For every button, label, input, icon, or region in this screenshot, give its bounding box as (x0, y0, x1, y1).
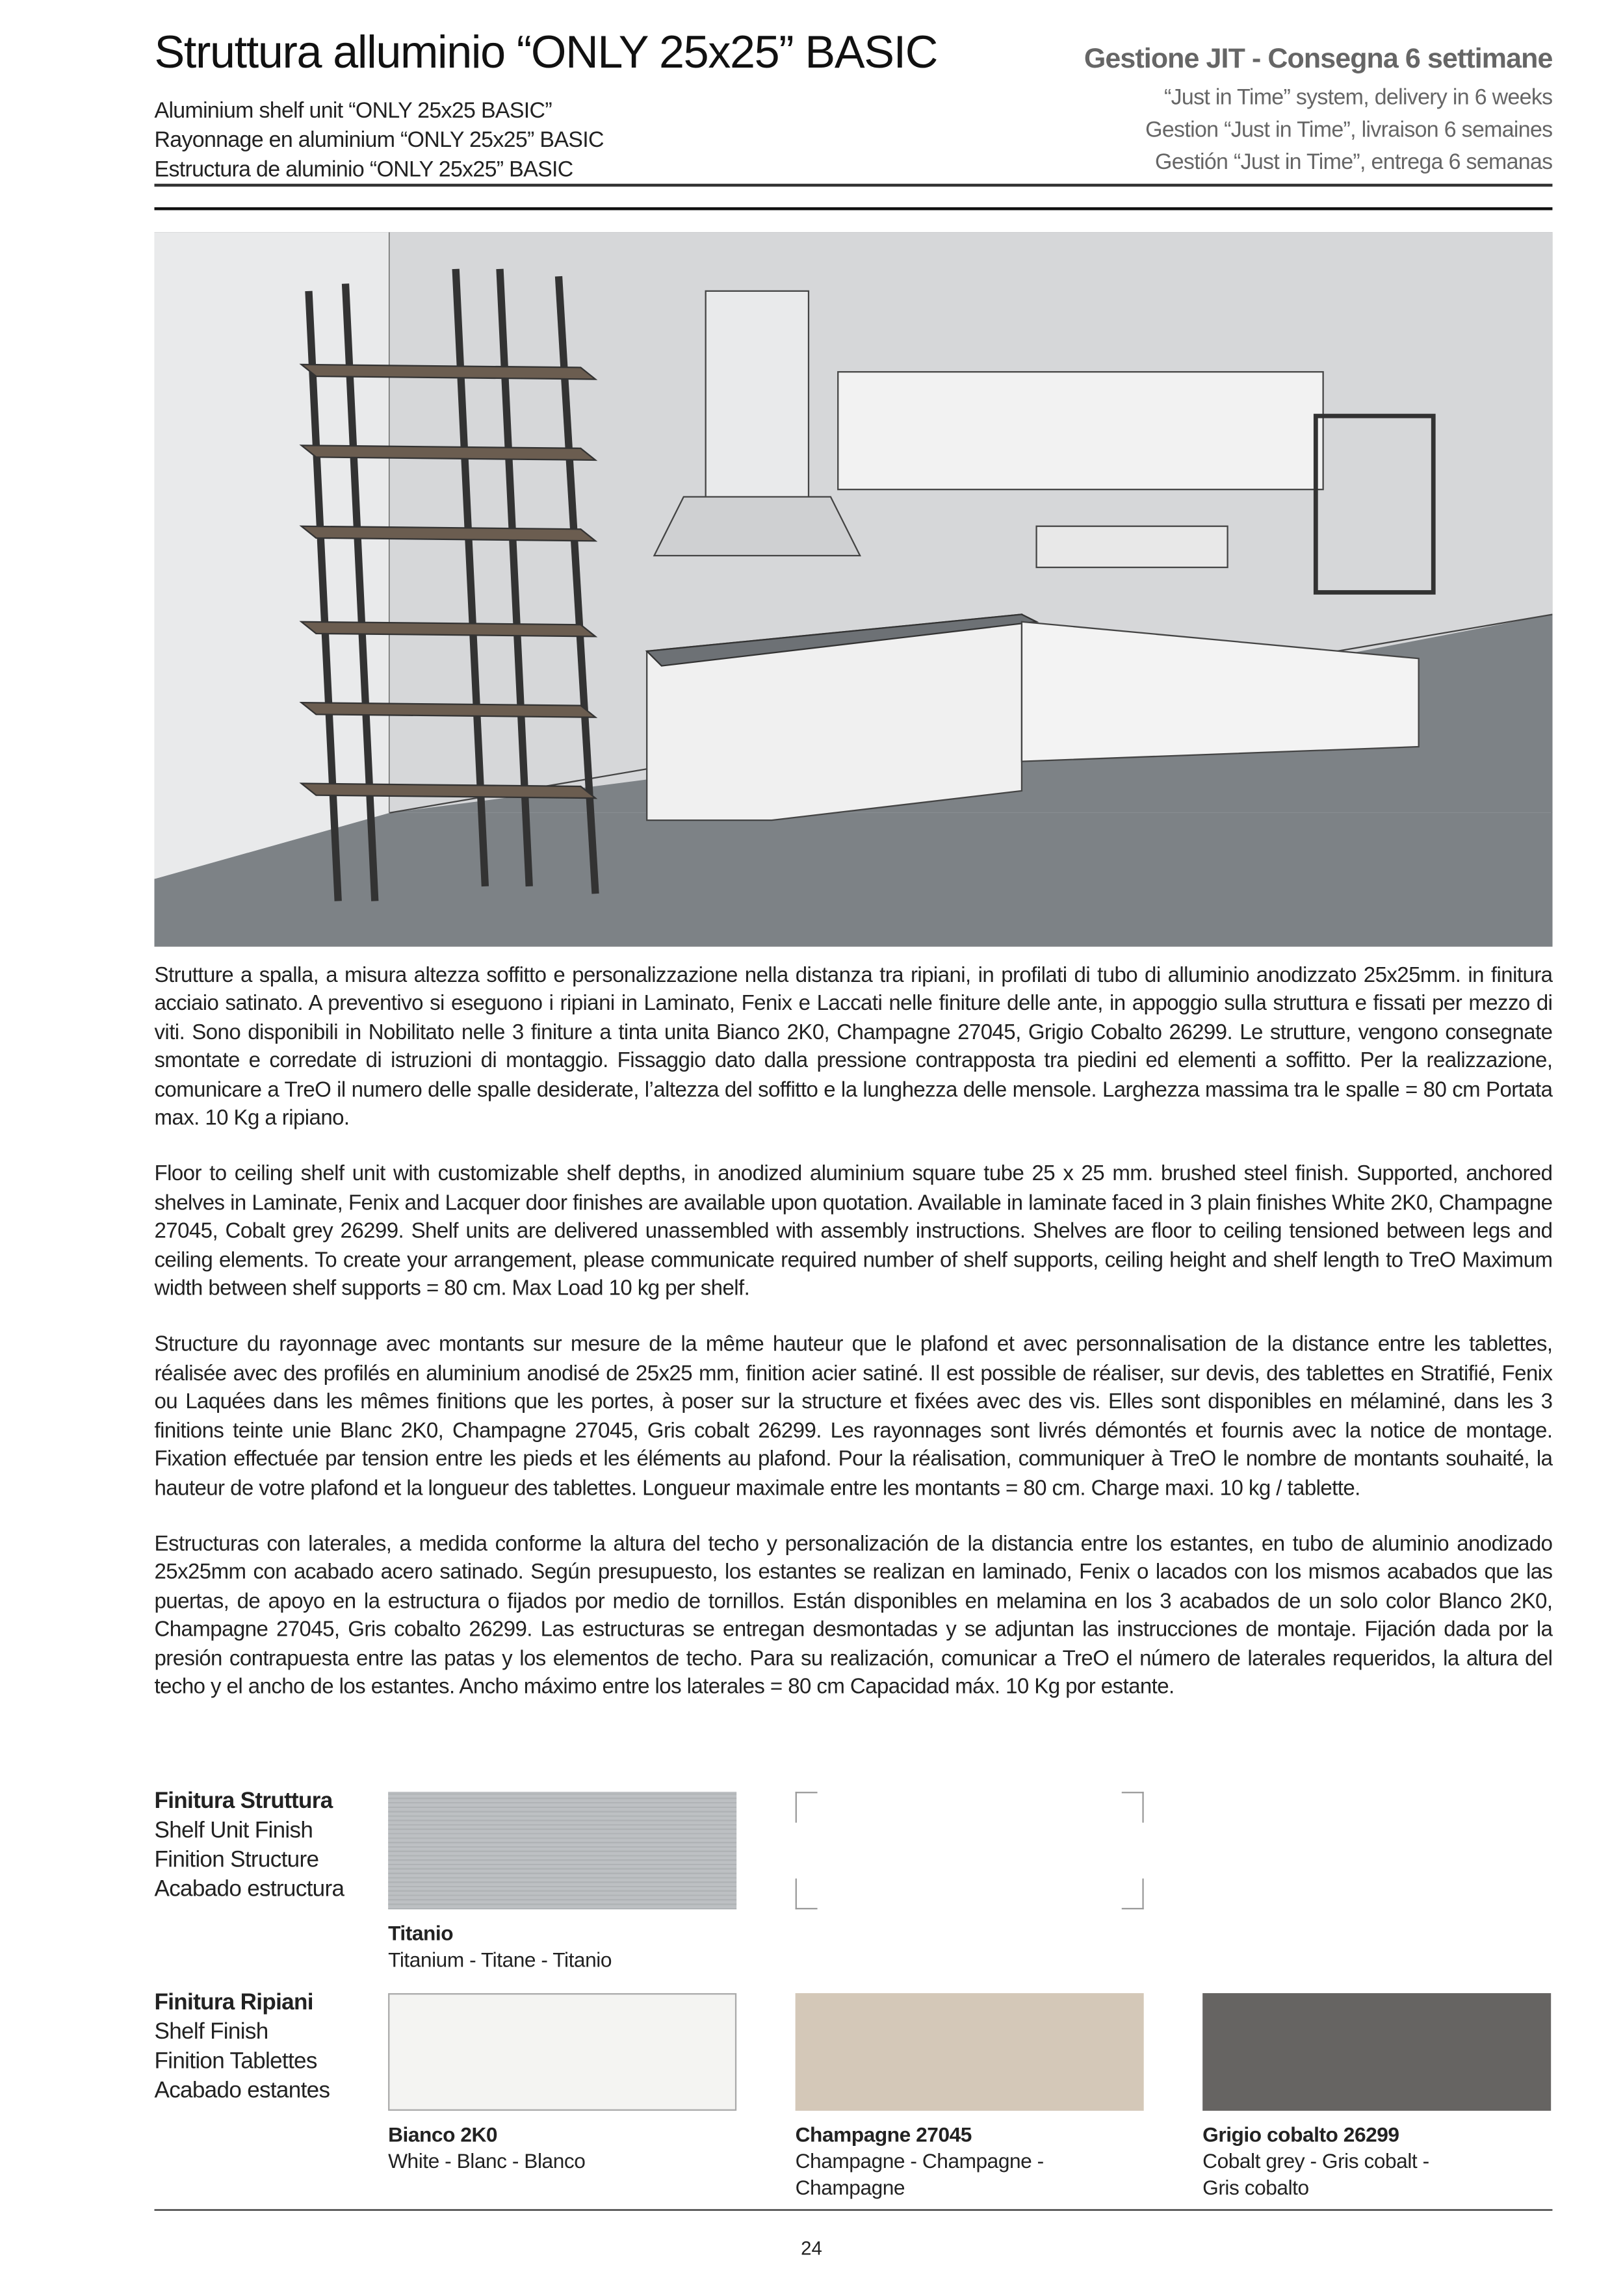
description-it: Strutture a spalla, a misura altezza soffitto e personalizzazione nella distanza tra ripiani, in profilati di tubo di alluminio anodizzato 25x25mm. in finitura acciaio satinato. A preventivo si eseguono i ripiani in Laminato, Fenix e Laccati nelle finiture delle ante, in appoggio sulla struttura e fissati per mezzo di viti. Sono disponibili in Nobilitato nelle 3 finiture a tinta unita Bianco 2K0, Champagne 27045, Grigio Cobalto 26299. Le strutture, vengono consegnate smontate e corredate di istruzioni di montaggio. Fissaggio dato dalla pressione contrapposta tra piedini ed elementi a soffitto. Per la realizzazione, comunicare a TreO il numero delle spalle desiderate, l’altezza del soffitto e la lunghezza delle mensole. Larghezza massima tra le spalle = 80 cm Portata max. 10 Kg a ripiano. (154, 964, 1553, 1131)
swatch-bianco (388, 1993, 736, 2111)
structure-finish-es: Acabado estructura (154, 1877, 344, 1902)
shelf-finish-en: Shelf Finish (154, 2019, 268, 2045)
jit-fr: Gestion “Just in Time”, livraison 6 semaines (1145, 117, 1553, 143)
structure-finish-fr: Finition Structure (154, 1848, 319, 1873)
page-title: Struttura alluminio “ONLY 25x25” BASIC (154, 26, 938, 78)
footer-divider (154, 2209, 1552, 2210)
description-es: Estructuras con laterales, a medida conforme la altura del techo y personalización de la distancia entre los estantes, en tubo de aluminio anodizado 25x25mm con acabado acero satinado. Según presupuesto, los estantes se realizan en laminado, Fenix o lacados con los mismos acabados que las puertas, de apoyo en la estructura o fijados por medio de tornillos. Están disponibles en melamina en los 3 acabados de un solo color Blanco 2K0, Champagne 27045, Gris cobalto 26299. Las estructuras se entregan desmontadas y se adjuntan las instrucciones de montaje. Fijación dada por la presión contrapuesta entre las patas y los elementos de techo. Para su realización, comunicar a TreO el número de laterales requeridos, la altura del techo y el ancho de los estantes. Ancho máximo entre los laterales = 80 cm Capacidad máx. 10 Kg por estante. (154, 1532, 1553, 1699)
swatch-champagne (796, 1993, 1144, 2111)
description-text (154, 962, 1552, 1730)
structure-finish-en: Shelf Unit Finish (154, 1818, 313, 1844)
jit-translations (1145, 83, 1552, 179)
swatch-caption-champagne (796, 2121, 1089, 2200)
subtitle-fr: Rayonnage en aluminium “ONLY 25x25” BASIC (154, 127, 604, 153)
header-divider (154, 184, 1552, 187)
description-en: Floor to ceiling shelf unit with customizable shelf depths, in anodized aluminium square tube 25 x 25 mm. brushed steel finish. Supported, anchored shelves in Laminate, Fenix and Lacquer door finishes are available upon quotation. Available in laminate faced in 3 plain finishes White 2K0, Champagne 27045, Cobalt grey 26299. Shelf units are delivered unassembled with assembly instructions. Shelves are floor to ceiling tensioned between legs and ceiling elements. To create your arrangement, please communicate required number of shelf supports, ceiling height and shelf length to TreO Maximum width between shelf supports = 80 cm. Max Load 10 kg per shelf. (154, 1163, 1553, 1301)
swatch-name: Grigio cobalto 26299 (1202, 2122, 1399, 2147)
shelf-finish-title: Finitura Ripiani (154, 1990, 313, 2015)
jit-en: “Just in Time” system, delivery in 6 weeks (1163, 85, 1553, 110)
shelf-finish-fr: Finition Tablettes (154, 2048, 317, 2074)
kitchen-illustration (154, 232, 1552, 946)
swatch-grigio-cobalto (1202, 1993, 1551, 2111)
page-number: 24 (801, 2237, 822, 2260)
jit-es: Gestión “Just in Time”, entrega 6 semanas (1155, 149, 1553, 175)
swatch-name: Titanio (388, 1921, 454, 1945)
swatch-translations: Cobalt grey - Gris cobalt - Gris cobalto (1202, 2148, 1429, 2199)
shelf-finish-label (154, 1989, 330, 2106)
empty-swatch-placeholder (796, 1792, 1144, 1909)
jit-heading: Gestione JIT - Consegna 6 settimane (1084, 44, 1553, 75)
header-divider-2 (154, 207, 1552, 209)
title-translations (154, 97, 603, 185)
swatch-caption-grigio (1202, 2121, 1467, 2200)
swatch-translations: White - Blanc - Blanco (388, 2148, 586, 2173)
swatch-caption-titanio (388, 1920, 736, 1972)
swatch-titanio (388, 1792, 736, 1909)
structure-finish-title: Finitura Struttura (154, 1788, 333, 1814)
swatch-name: Champagne 27045 (795, 2122, 972, 2147)
structure-finish-label (154, 1787, 344, 1905)
shelf-finish-es: Acabado estantes (154, 2078, 330, 2104)
swatch-name: Bianco 2K0 (388, 2122, 498, 2147)
swatch-translations: Titanium - Titane - Titanio (388, 1947, 612, 1972)
swatch-caption-bianco (388, 2121, 736, 2174)
description-fr: Structure du rayonnage avec montants sur mesure de la même hauteur que le plafond et avec personnalisation de la distance entre les tablettes, réalisée avec des profilés en aluminium anodisé de 25x25 mm, finition acier satiné. Il est possible de réaliser, sur devis, des tablettes en Stratifié, Fenix ou Laquées dans les mêmes finitions que les portes, à poser sur la structure et fixées avec des vis. Elles sont disponibles en mélaminé, dans les 3 finitions teinte unie Blanc 2K0, Champagne 27045, Gris cobalt 26299. Les rayonnages sont livrés démontés et fournis avec la notice de montage. Fixation effectuée par tension entre les pieds et les éléments au plafond. Pour la réalisation, communiquer à TreO le nombre de montants souhaité, la hauteur de votre plafond et la longueur des tablettes. Longueur maximale entre les montants = 80 cm. Charge maxi. 10 kg / tablette. (154, 1334, 1553, 1501)
swatch-translations: Champagne - Champagne - Champagne (795, 2148, 1044, 2199)
subtitle-en: Aluminium shelf unit “ONLY 25x25 BASIC” (154, 98, 552, 123)
subtitle-es: Estructura de aluminio “ONLY 25x25” BASIC (154, 157, 573, 183)
